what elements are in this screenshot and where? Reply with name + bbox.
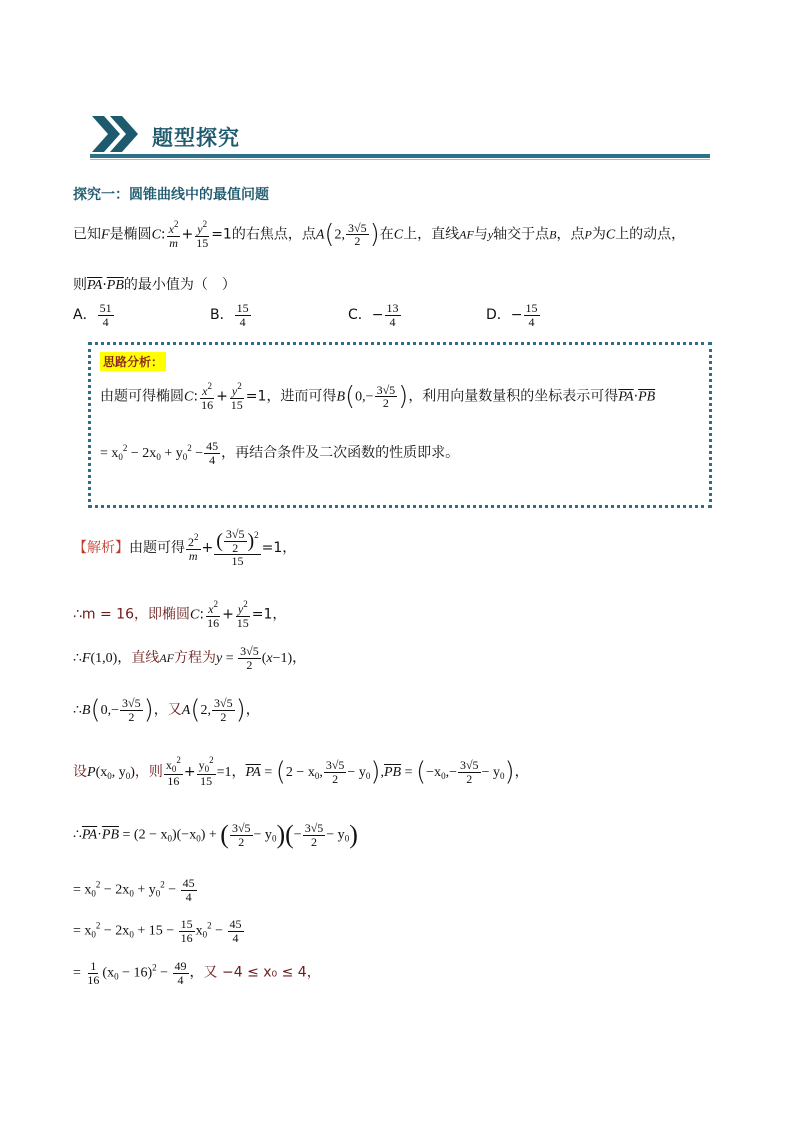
- analysis-line-1: 由题可得椭圆C: $\frac{x^2}{16}$ + $\frac{y^2}{15}$ =1，进而可得B(0,− $\frac{3√5}{2}$ )，利用向量数量积的坐标表示可得$\overline{PA}\cdot\overline{PB}$: [100, 381, 656, 412]
- analysis-label: 思路分析：: [100, 352, 166, 371]
- header-underline-thin: [90, 159, 710, 160]
- solution-line-3: ∴F(1,0)，直线AF方程为y = $\frac{3√5}{2}$ (x−1)，: [73, 644, 307, 672]
- header-banner: [90, 112, 710, 162]
- header-title: 题型探究: [152, 126, 240, 150]
- solution-line-2: ∴m = 16，即椭圆C: $\frac{x^2}{16}$ + $\frac{y^2}{15}$ =1，: [73, 599, 287, 630]
- option-a[interactable]: A． $\frac{51}{4}$: [73, 301, 112, 329]
- problem-line-1: 已知F是椭圆C: $\frac{x^2}{m}$ + $\frac{y^2}{15}$ =1的右焦点，点A(2, $\frac{3√5}{2}$ )在C上，直线AF与y轴交于点B，点P为C上的动点，: [73, 219, 686, 250]
- header-underline: [90, 154, 710, 158]
- solution-line-9: = $\frac{1}{16}$ $(x_0 - 16)^2$ − $\frac{49}{4}$ ，又 −4 ≤ x₀ ≤ 4，: [73, 959, 321, 987]
- solution-line-8: = $x_0^2 - 2x_0 + 15$ − $\frac{15}{16}$ $x_0^2$ − $\frac{45}{4}$: [73, 917, 242, 945]
- option-b[interactable]: B． $\frac{15}{4}$: [210, 301, 249, 329]
- solution-line-6: $\therefore\overline{PA}\cdot\overline{PB} = (2 - x_0)(-x_0)$ + ( $\frac{3√5}{2}$ − $y_0)(-$ $\frac{3√5}{2}$ − $y_0$): [73, 820, 358, 850]
- analysis-line-2: = $x_0^2 - 2x_0 + y_0^2$ − $\frac{45}{4}$ ，再结合条件及二次函数的性质即求。: [100, 439, 460, 467]
- solution-line-5: 设$P(x_0$, $y_0$)，则 $\frac{x_0^2}{16}$ + $\frac{y_0^2}{15}$ =1，$\overline{PA} = (2 - x_0$, $\frac{3√5}{2}$ − $y_0),\overline{PB} = (-x_0,-$ $\frac{3√5}{2}$ − $y_0$)，: [73, 755, 529, 789]
- solution-line-7: = $x_0^2 - 2x_0 + y_0^2$ − $\frac{45}{4}$: [73, 876, 195, 904]
- solution-line-4: ∴B(0,− $\frac{3√5}{2}$ )，又A(2, $\frac{3√5}{2}$ )，: [73, 695, 260, 726]
- section-title: 探究一：圆锥曲线中的最值问题: [73, 187, 269, 203]
- analysis-box: [88, 342, 712, 508]
- option-d[interactable]: D．− $\frac{15}{4}$: [486, 301, 538, 329]
- solution-line-1: 【解析】由题可得 $\frac{2^2}{m}$ + ( $\frac{3√5}{2}$ )$^2$ 15 =1，: [73, 527, 297, 569]
- option-c[interactable]: C．− $\frac{13}{4}$: [348, 301, 399, 329]
- double-chevron-icon: [90, 114, 142, 154]
- problem-line-2: 则$\overline{PA}\cdot\overline{PB}$的最小值为（ ）: [73, 277, 236, 293]
